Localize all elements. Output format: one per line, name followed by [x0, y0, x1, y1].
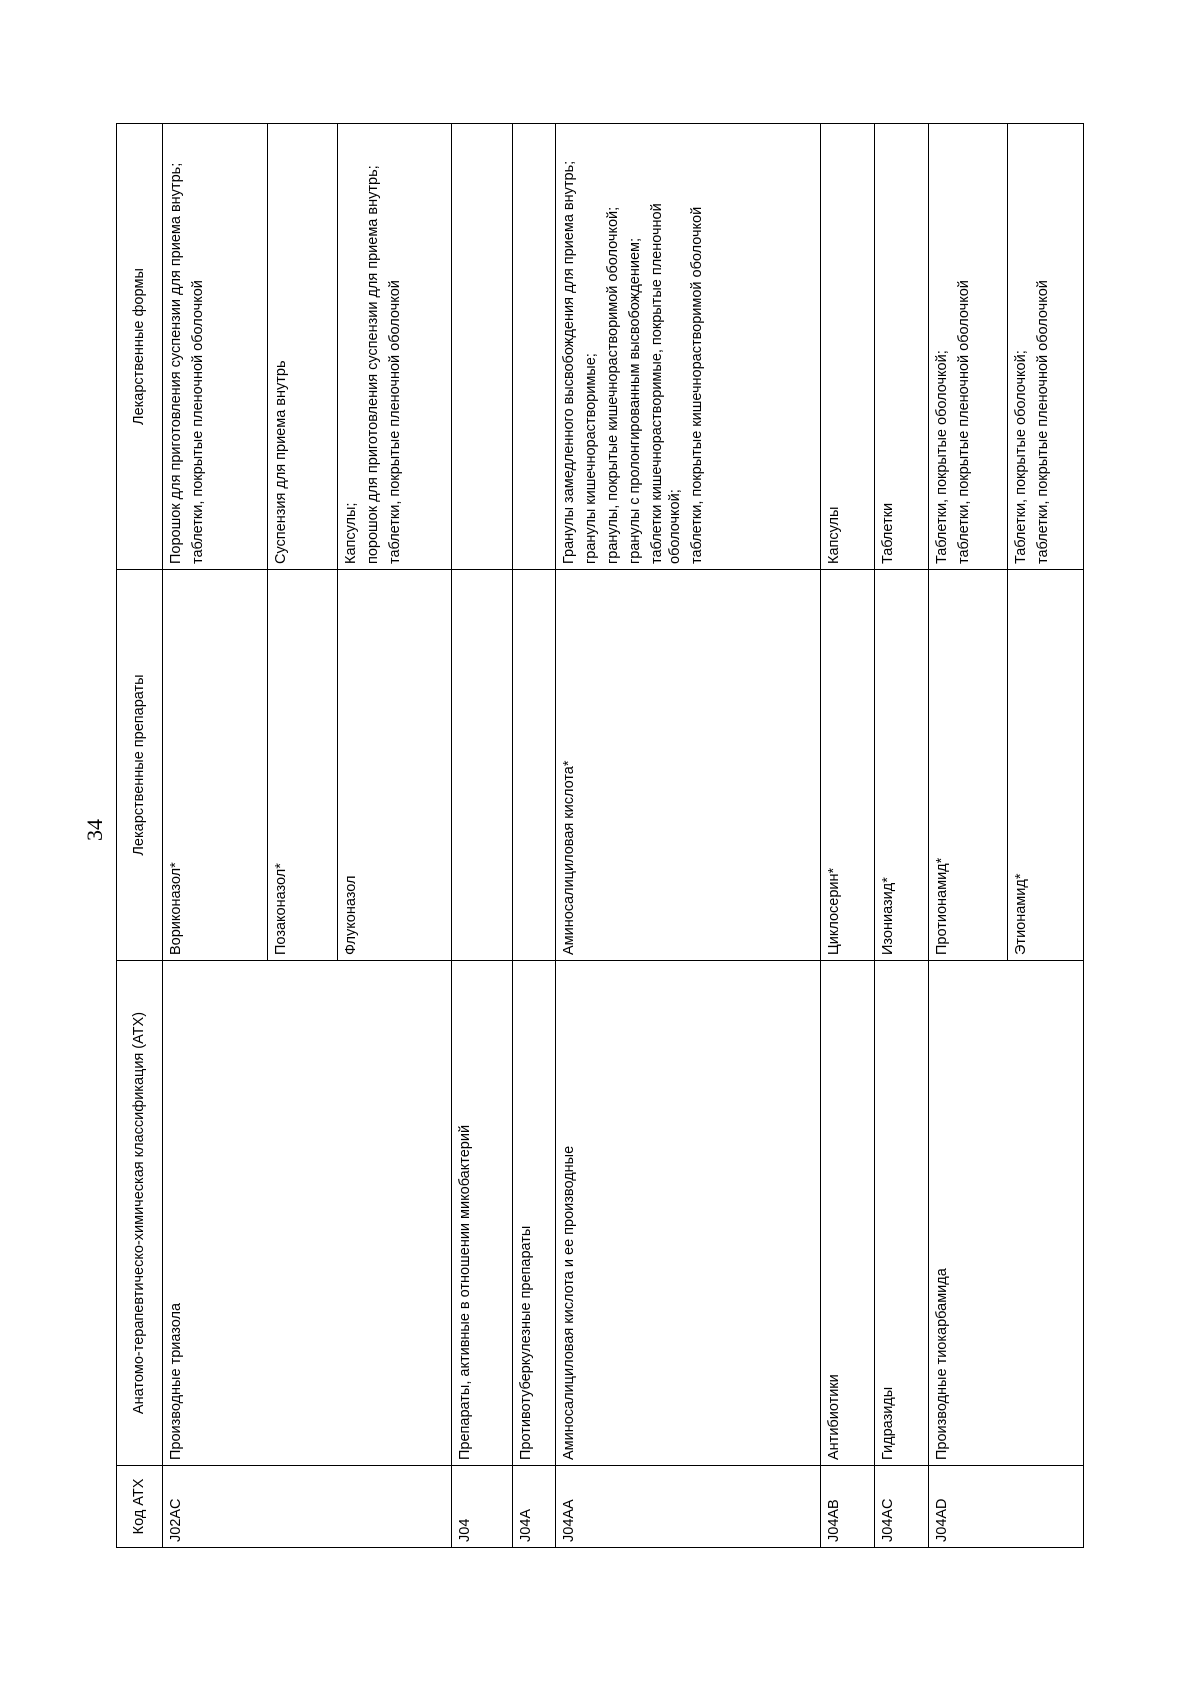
dosage-forms-cell [929, 124, 1008, 570]
drug-name-cell: Этионамид* [1007, 570, 1083, 961]
atc-code-cell: J04 [452, 1466, 513, 1548]
dosage-form-line: таблетки, покрытые пленочной оболочкой [190, 280, 207, 564]
atc-classification-cell: Гидразиды [875, 961, 929, 1466]
drug-name-cell: Изониазид* [875, 570, 929, 961]
table-row [929, 124, 1008, 1548]
dosage-forms-cell [1007, 124, 1083, 570]
header-classification: Анатомо-терапевтическо-химическая классификация (АТХ) [117, 961, 163, 1466]
dosage-form-line: Таблетки, покрытые оболочкой; [934, 350, 951, 564]
atc-code-cell: J04AA [555, 1466, 821, 1548]
atc-classification-cell: Производные триазола [163, 961, 452, 1466]
dosage-forms-cell [268, 124, 338, 570]
atc-code-cell: J04AC [875, 1466, 929, 1548]
dosage-form-line: Капсулы [826, 506, 843, 564]
table-row [875, 124, 929, 1548]
dosage-forms-cell [555, 124, 821, 570]
table-row [452, 124, 513, 1548]
drug-name-cell: Циклосерин* [821, 570, 875, 961]
table-row [163, 124, 268, 1548]
atc-drug-table [116, 123, 1084, 1548]
dosage-form-line: порошок для приготовления суспензии для приема внутрь; [365, 165, 382, 564]
drug-name-cell [452, 570, 513, 961]
dosage-form-line: таблетки, покрытые пленочной оболочкой [1034, 280, 1051, 564]
dosage-form-line: Суспензия для приема внутрь [273, 360, 290, 564]
atc-code-cell: J04AD [929, 1466, 1084, 1548]
dosage-form-line: таблетки, покрытые пленочной оболочкой [387, 280, 404, 564]
atc-classification-cell: Производные тиокарбамида [929, 961, 1084, 1466]
drug-name-cell [512, 570, 555, 961]
dosage-forms-cell [875, 124, 929, 570]
dosage-form-line: Гранулы замедленного высвобождения для приема внутрь; [560, 160, 577, 564]
dosage-forms-cell [512, 124, 555, 570]
atc-code-cell: J04A [512, 1466, 555, 1548]
drug-name-cell: Позаконазол* [268, 570, 338, 961]
dosage-form-line: таблетки кишечнорастворимые, покрытые пленочной оболочкой; [649, 203, 684, 564]
dosage-forms-cell [821, 124, 875, 570]
dosage-form-line: гранулы, покрытые кишечнорастворимой оболочкой; [604, 206, 621, 564]
table-row [512, 124, 555, 1548]
dosage-form-line: Порошок для приготовления суспензии для приема внутрь; [168, 162, 184, 564]
atc-classification-cell: Препараты, активные в отношении микобактерий [452, 961, 513, 1466]
dosage-form-line: таблетки, покрытые пленочной оболочкой [956, 280, 973, 564]
drug-name-cell: Аминосалициловая кислота* [555, 570, 821, 961]
page-number: 34 [82, 819, 107, 841]
atc-classification-cell: Противотуберкулезные препараты [512, 961, 555, 1466]
drug-name-cell: Протионамид* [929, 570, 1008, 961]
atc-code-cell: J02AC [163, 1466, 452, 1548]
atc-classification-cell: Аминосалициловая кислота и ее производные [555, 961, 821, 1466]
drug-name-cell: Флуконазол [337, 570, 451, 961]
header-code: Код АТХ [117, 1466, 163, 1548]
dosage-form-line: Капсулы; [342, 502, 359, 564]
table-row [821, 124, 875, 1548]
dosage-forms-cell [452, 124, 513, 570]
header-drugs: Лекарственные препараты [117, 570, 163, 961]
dosage-form-line: гранулы кишечнорастворимые; [582, 353, 599, 564]
rotated-table-container [116, 124, 1084, 1548]
dosage-form-line: гранулы с пролонгированным высвобождением; [626, 237, 643, 564]
dosage-forms-cell [337, 124, 451, 570]
header-row [117, 124, 163, 1548]
table-row [555, 124, 821, 1548]
dosage-forms-cell [163, 124, 268, 570]
dosage-form-line: Таблетки, покрытые оболочкой; [1012, 350, 1029, 564]
dosage-form-line: Таблетки [880, 502, 897, 564]
table-body [163, 124, 1084, 1548]
atc-code-cell: J04AB [821, 1466, 875, 1548]
atc-classification-cell: Антибиотики [821, 961, 875, 1466]
drug-name-cell: Вориконазол* [163, 570, 268, 961]
header-forms: Лекарственные формы [117, 124, 163, 570]
dosage-form-line: таблетки, покрытые кишечнорастворимой оболочкой [689, 206, 706, 564]
